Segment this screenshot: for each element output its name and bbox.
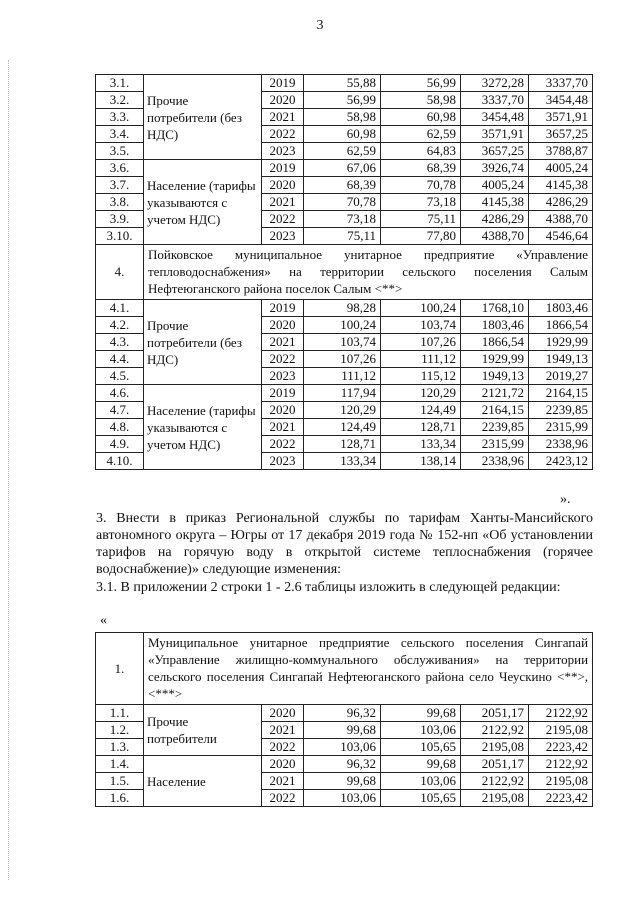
tariff-value: 3337,70: [529, 75, 593, 92]
section-number: 1.: [96, 633, 144, 705]
year-cell: 2021: [262, 334, 304, 351]
tariff-value: 2164,15: [461, 402, 529, 419]
tariff-value: 99,68: [304, 773, 381, 790]
tariff-value: 68,39: [304, 177, 381, 194]
tariff-value: 2195,08: [529, 773, 593, 790]
tariff-value: 2195,08: [461, 790, 529, 807]
tariff-value: 1949,13: [529, 351, 593, 368]
tariff-value: 2338,96: [529, 436, 593, 453]
row-number: 3.7.: [96, 177, 144, 194]
row-number: 4.2.: [96, 317, 144, 334]
row-number: 3.4.: [96, 126, 144, 143]
tariff-value: 4286,29: [529, 194, 593, 211]
consumer-group: Население (тарифы указываются с учетом НДС): [144, 160, 262, 245]
tariff-value: 3454,48: [461, 109, 529, 126]
tariff-value: 2423,12: [529, 453, 593, 470]
year-cell: 2022: [262, 211, 304, 228]
tariff-value: 2164,15: [529, 385, 593, 402]
section-header-row: [96, 245, 593, 300]
tariff-value: 70,78: [304, 194, 381, 211]
year-cell: 2019: [262, 160, 304, 177]
row-number: 1.2.: [96, 722, 144, 739]
page-number: 3: [316, 18, 324, 33]
tariff-value: 1949,13: [461, 368, 529, 385]
tariff-value: 73,18: [304, 211, 381, 228]
organization-name: Муниципальное унитарное предприятие сельского поселения Сингапай «Управление жилищно-коммунального обслуживания» на территории сельского поселения Сингапай Нефтеюганского района село Чеускино <**>, <***>: [144, 633, 593, 705]
row-number: 4.4.: [96, 351, 144, 368]
tariff-value: 3657,25: [529, 126, 593, 143]
tariff-value: 2223,42: [529, 790, 593, 807]
tariff-value: 103,06: [304, 739, 381, 756]
tariff-value: 3337,70: [461, 92, 529, 109]
year-cell: 2023: [262, 453, 304, 470]
year-cell: 2021: [262, 109, 304, 126]
tariff-value: 98,28: [304, 300, 381, 317]
tariff-value: 117,94: [304, 385, 381, 402]
year-cell: 2019: [262, 385, 304, 402]
tariff-value: 1866,54: [461, 334, 529, 351]
tariff-value: 56,99: [304, 92, 381, 109]
tariff-value: 2121,72: [461, 385, 529, 402]
tariff-value: 111,12: [304, 368, 381, 385]
year-cell: 2020: [262, 177, 304, 194]
tariff-value: 2195,08: [461, 739, 529, 756]
tariff-value: 3454,48: [529, 92, 593, 109]
tariff-value: 100,24: [304, 317, 381, 334]
year-cell: 2022: [262, 790, 304, 807]
tariff-value: 115,12: [381, 368, 461, 385]
year-cell: 2019: [262, 300, 304, 317]
tariff-value: 3788,87: [529, 143, 593, 160]
consumer-group: Прочие потребители (без НДС): [144, 75, 262, 160]
year-cell: 2020: [262, 92, 304, 109]
tariff-value: 96,32: [304, 756, 381, 773]
year-cell: 2021: [262, 419, 304, 436]
year-cell: 2020: [262, 317, 304, 334]
row-number: 4.10.: [96, 453, 144, 470]
year-cell: 2023: [262, 143, 304, 160]
tariff-value: 105,65: [381, 739, 461, 756]
year-cell: 2022: [262, 436, 304, 453]
tariff-value: 60,98: [381, 109, 461, 126]
tariff-value: 107,26: [381, 334, 461, 351]
tariff-value: 68,39: [381, 160, 461, 177]
row-number: 4.1.: [96, 300, 144, 317]
tariff-value: 73,18: [381, 194, 461, 211]
tariff-value: 128,71: [381, 419, 461, 436]
tariff-value: 103,06: [381, 722, 461, 739]
paragraph-3-1: 3.1. В приложении 2 строки 1 - 2.6 таблицы изложить в следующей редакции:: [96, 580, 561, 595]
tariff-value: 3272,28: [461, 75, 529, 92]
consumer-group: Население: [144, 756, 262, 807]
tariff-value: 4286,29: [461, 211, 529, 228]
row-number: 1.6.: [96, 790, 144, 807]
row-number: 4.6.: [96, 385, 144, 402]
row-number: 3.8.: [96, 194, 144, 211]
row-number: 4.9.: [96, 436, 144, 453]
tariff-value: 2223,42: [529, 739, 593, 756]
year-cell: 2023: [262, 228, 304, 245]
tariff-value: 2019,27: [529, 368, 593, 385]
tariff-value: 62,59: [304, 143, 381, 160]
year-cell: 2022: [262, 739, 304, 756]
year-cell: 2020: [262, 402, 304, 419]
tariff-value: 138,14: [381, 453, 461, 470]
tariff-value: 2122,92: [461, 722, 529, 739]
tariff-value: 2239,85: [529, 402, 593, 419]
row-number: 3.1.: [96, 75, 144, 92]
tariff-value: 75,11: [304, 228, 381, 245]
tariff-value: 111,12: [381, 351, 461, 368]
tariff-value: 4145,38: [529, 177, 593, 194]
tariff-table-continued: [95, 74, 593, 470]
tariff-value: 1803,46: [461, 317, 529, 334]
row-number: 1.3.: [96, 739, 144, 756]
tariff-value: 2338,96: [461, 453, 529, 470]
tariff-value: 124,49: [381, 402, 461, 419]
tariff-value: 103,06: [304, 790, 381, 807]
tariff-value: 67,06: [304, 160, 381, 177]
tariff-value: 103,74: [304, 334, 381, 351]
tariff-value: 99,68: [381, 756, 461, 773]
tariff-value: 4388,70: [529, 211, 593, 228]
tariff-value: 2315,99: [461, 436, 529, 453]
tariff-value: 3657,25: [461, 143, 529, 160]
scan-margin-dots: [8, 60, 10, 880]
tariff-value: 62,59: [381, 126, 461, 143]
year-cell: 2020: [262, 705, 304, 722]
tariff-value: 4005,24: [529, 160, 593, 177]
tariff-value: 128,71: [304, 436, 381, 453]
tariff-value: 99,68: [381, 705, 461, 722]
tariff-value: 3571,91: [461, 126, 529, 143]
year-cell: 2022: [262, 126, 304, 143]
row-number: 3.10.: [96, 228, 144, 245]
row-number: 4.5.: [96, 368, 144, 385]
row-number: 1.1.: [96, 705, 144, 722]
tariff-value: 2122,92: [529, 705, 593, 722]
tariff-value: 64,83: [381, 143, 461, 160]
tariff-value: 133,34: [381, 436, 461, 453]
row-number: 3.9.: [96, 211, 144, 228]
table-row: [96, 75, 593, 92]
tariff-value: 133,34: [304, 453, 381, 470]
year-cell: 2019: [262, 75, 304, 92]
row-number: 4.7.: [96, 402, 144, 419]
opening-quote: «: [100, 613, 107, 628]
tariff-value: 100,24: [381, 300, 461, 317]
tariff-value: 60,98: [304, 126, 381, 143]
closing-quote: ».: [560, 492, 571, 507]
tariff-value: 4145,38: [461, 194, 529, 211]
consumer-group: Прочие потребители (без НДС): [144, 300, 262, 385]
table-row: [96, 756, 593, 773]
tariff-value: 120,29: [304, 402, 381, 419]
tariff-value: 2239,85: [461, 419, 529, 436]
tariff-value: 70,78: [381, 177, 461, 194]
tariff-value: 124,49: [304, 419, 381, 436]
tariff-table-new: [95, 632, 593, 807]
tariff-value: 1866,54: [529, 317, 593, 334]
tariff-value: 58,98: [304, 109, 381, 126]
tariff-value: 1803,46: [529, 300, 593, 317]
row-number: 1.4.: [96, 756, 144, 773]
tariff-value: 2195,08: [529, 722, 593, 739]
table-row: [96, 160, 593, 177]
row-number: 3.2.: [96, 92, 144, 109]
section-number: 4.: [96, 245, 144, 300]
year-cell: 2021: [262, 722, 304, 739]
tariff-value: 99,68: [304, 722, 381, 739]
row-number: 4.8.: [96, 419, 144, 436]
tariff-value: 4005,24: [461, 177, 529, 194]
row-number: 3.3.: [96, 109, 144, 126]
row-number: 3.6.: [96, 160, 144, 177]
tariff-value: 56,99: [381, 75, 461, 92]
tariff-value: 2122,92: [461, 773, 529, 790]
year-cell: 2021: [262, 194, 304, 211]
consumer-group: Население (тарифы указываются с учетом НДС): [144, 385, 262, 470]
tariff-value: 2051,17: [461, 756, 529, 773]
organization-name: Пойковское муниципальное унитарное предприятие «Управление тепловодоснабжения» на территории сельского поселения Салым Нефтеюганского района поселок Салым <**>: [144, 245, 593, 300]
tariff-value: 103,06: [381, 773, 461, 790]
tariff-value: 55,88: [304, 75, 381, 92]
table-row: [96, 385, 593, 402]
tariff-value: 4546,64: [529, 228, 593, 245]
tariff-value: 105,65: [381, 790, 461, 807]
tariff-value: 58,98: [381, 92, 461, 109]
row-number: 3.5.: [96, 143, 144, 160]
paragraph-3: 3. Внести в приказ Региональной службы по тарифам Ханты-Мансийского автономного округа – Югры от 17 декабря 2019 года № 152-нп «Об установлении тарифов на горячую воду в открытой системе теплоснабжения (горячее водоснабжение)» следующие изменения:: [96, 511, 593, 577]
tariff-value: 120,29: [381, 385, 461, 402]
year-cell: 2023: [262, 368, 304, 385]
tariff-value: 3571,91: [529, 109, 593, 126]
tariff-value: 2315,99: [529, 419, 593, 436]
year-cell: 2022: [262, 351, 304, 368]
table-row: [96, 705, 593, 722]
row-number: 4.3.: [96, 334, 144, 351]
tariff-value: 2051,17: [461, 705, 529, 722]
year-cell: 2021: [262, 773, 304, 790]
tariff-value: 3926,74: [461, 160, 529, 177]
tariff-value: 103,74: [381, 317, 461, 334]
consumer-group: Прочие потребители: [144, 705, 262, 756]
tariff-value: 77,80: [381, 228, 461, 245]
row-number: 1.5.: [96, 773, 144, 790]
section-header-row: [96, 633, 593, 705]
tariff-value: 1768,10: [461, 300, 529, 317]
tariff-value: 1929,99: [461, 351, 529, 368]
tariff-value: 96,32: [304, 705, 381, 722]
tariff-value: 107,26: [304, 351, 381, 368]
year-cell: 2020: [262, 756, 304, 773]
table-row: [96, 300, 593, 317]
tariff-value: 2122,92: [529, 756, 593, 773]
tariff-value: 4388,70: [461, 228, 529, 245]
tariff-value: 1929,99: [529, 334, 593, 351]
tariff-value: 75,11: [381, 211, 461, 228]
